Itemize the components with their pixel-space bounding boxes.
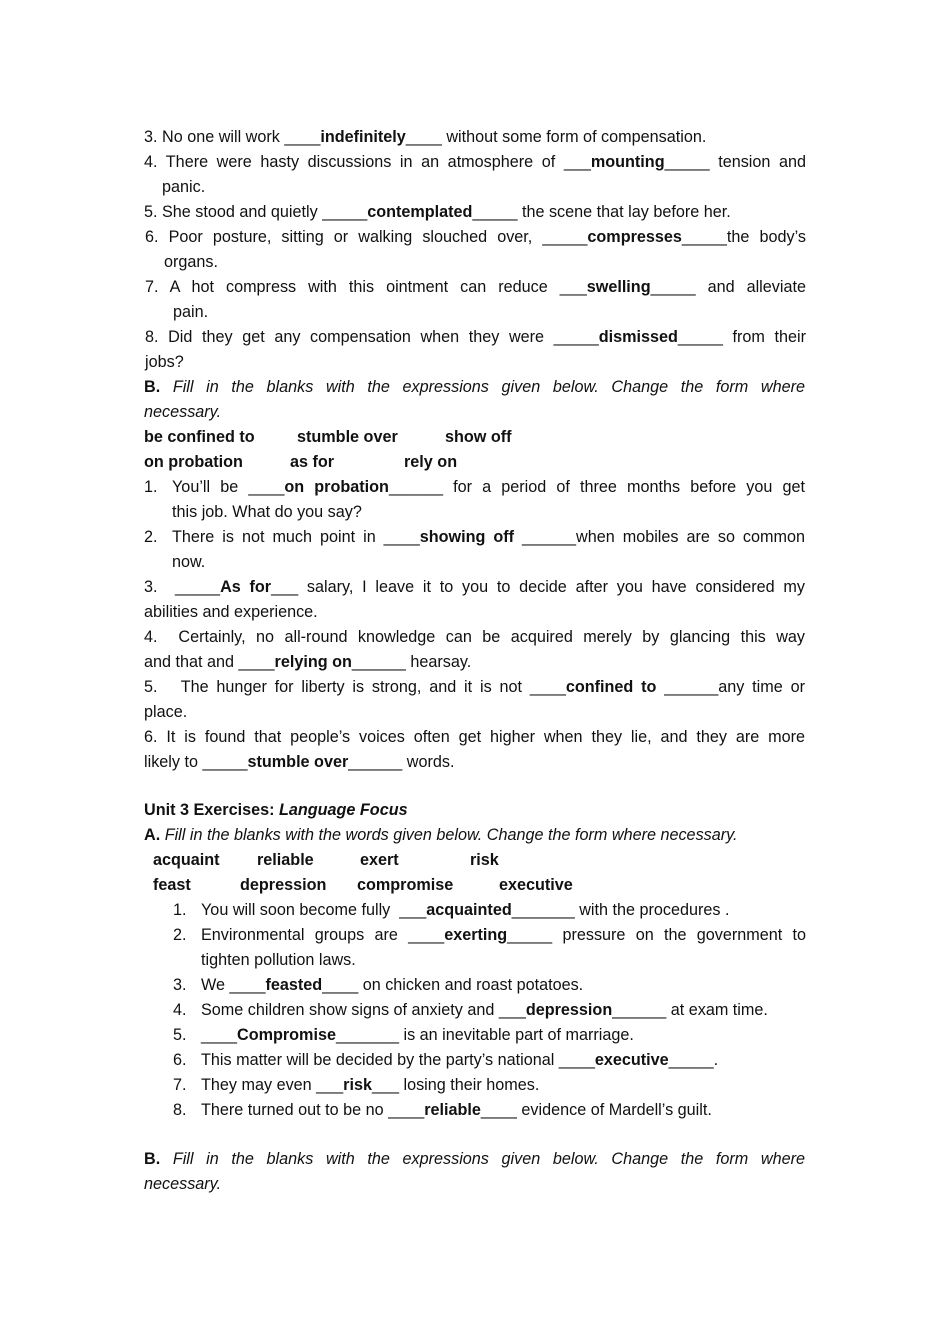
item-continuation: now. <box>172 553 206 571</box>
item-text: ______when mobiles are so common <box>514 528 806 546</box>
item-text: There turned out to be no ____ <box>201 1101 425 1119</box>
item-number: 5. <box>173 1026 187 1044</box>
item-text: ____ without some form of compensation. <box>405 128 707 146</box>
item-text: This matter will be decided by the party’s national ____ <box>201 1051 595 1069</box>
item-text: _____ the scene that lay before her. <box>472 203 731 221</box>
section-instruction <box>144 375 805 400</box>
exercise-item <box>201 898 730 923</box>
exercise-item <box>145 325 806 350</box>
instruction-text: Fill in the blanks with the expressions given below. Change the form where <box>172 1150 805 1168</box>
item-text: _____. <box>668 1051 719 1069</box>
exercise-item <box>144 125 706 150</box>
instruction-text: Fill in the blanks with the words given below. Change the form where necessary. <box>164 826 738 844</box>
item-text: ______ for a period of three months before you get <box>388 478 805 496</box>
word-bank-item: on probation <box>144 453 243 471</box>
item-text: ____ on chicken and roast potatoes. <box>322 976 584 994</box>
answer: contemplated <box>367 203 473 221</box>
word-bank-item: depression <box>240 876 327 894</box>
heading-italic-text: Language Focus <box>278 801 408 819</box>
exercise-item-line2 <box>144 750 454 775</box>
item-text: There is not much point in ____ <box>172 528 420 546</box>
item-text: ______ words. <box>348 753 455 771</box>
item-text: Certainly, no all-round knowledge can be acquired merely by glancing this way <box>157 628 805 646</box>
item-text: 5. She stood and quietly _____ <box>144 203 368 221</box>
item-text: 7. A hot compress with this ointment can reduce ___ <box>145 278 587 296</box>
item-text: We ____ <box>201 976 266 994</box>
word-bank-item: show off <box>445 428 512 446</box>
section-instruction <box>144 1147 805 1172</box>
exercise-item <box>172 525 805 550</box>
item-number: 4. <box>173 1001 187 1019</box>
answer: showing off <box>419 528 515 546</box>
item-text: _______ is an inevitable part of marriage. <box>335 1026 634 1044</box>
item-number: 5. <box>144 678 158 696</box>
exercise-item <box>172 475 805 500</box>
item-text: _____ tension and <box>664 153 806 171</box>
word-bank-item: risk <box>470 851 499 869</box>
section-label: B. <box>144 378 161 396</box>
section-instruction <box>144 823 738 848</box>
item-text: ___ losing their homes. <box>371 1076 540 1094</box>
exercise-item <box>144 575 805 600</box>
exercise-item <box>144 150 806 175</box>
item-continuation: jobs? <box>145 353 184 371</box>
item-continuation: abilities and experience. <box>144 603 318 621</box>
instruction-text: necessary. <box>144 1175 222 1193</box>
item-text: ______ at exam time. <box>612 1001 768 1019</box>
item-text: _____ and alleviate <box>650 278 806 296</box>
answer: dismissed <box>598 328 678 346</box>
exercise-item <box>201 1023 634 1048</box>
answer: compresses <box>587 228 682 246</box>
item-number: 3. <box>144 578 158 596</box>
word-bank-item: acquaint <box>153 851 220 869</box>
item-number: 2. <box>173 926 187 944</box>
answer: exerting <box>444 926 508 944</box>
item-text: You will soon become fully ___ <box>201 901 427 919</box>
word-bank-item: be confined to <box>144 428 255 446</box>
item-text: 4. There were hasty discussions in an atmosphere of ___ <box>144 153 591 171</box>
exercise-item <box>201 923 806 948</box>
item-text: _____ <box>157 578 221 596</box>
word-bank-item: compromise <box>357 876 454 894</box>
section-label: A. <box>144 826 161 844</box>
instruction-text: necessary. <box>144 403 222 421</box>
word-bank-item: reliable <box>257 851 314 869</box>
word-bank-item: as for <box>290 453 335 471</box>
item-text: ______ hearsay. <box>351 653 472 671</box>
item-text: It is found that people’s voices often get higher when they lie, and they are more <box>157 728 805 746</box>
exercise-item <box>145 275 806 300</box>
exercise-item <box>144 675 805 700</box>
answer: risk <box>343 1076 372 1094</box>
answer: depression <box>525 1001 613 1019</box>
item-text: ______any time or <box>656 678 805 696</box>
item-number: 2. <box>144 528 158 546</box>
item-number: 1. <box>173 901 187 919</box>
exercise-item <box>201 1073 539 1098</box>
word-bank-item: stumble over <box>297 428 398 446</box>
item-text: _______ with the procedures . <box>511 901 730 919</box>
item-text: Environmental groups are ____ <box>201 926 445 944</box>
item-text: Some children show signs of anxiety and ___ <box>201 1001 526 1019</box>
item-number: 6. <box>173 1051 187 1069</box>
answer: relying on <box>274 653 352 671</box>
answer: reliable <box>424 1101 481 1119</box>
item-text: _____ from their <box>677 328 806 346</box>
answer: on probation <box>284 478 389 496</box>
item-number: 3. <box>173 976 187 994</box>
item-continuation: panic. <box>162 178 206 196</box>
item-continuation: organs. <box>164 253 218 271</box>
item-text: and that and ____ <box>144 653 275 671</box>
item-continuation: tighten pollution laws. <box>201 951 356 969</box>
item-text: likely to _____ <box>144 753 248 771</box>
word-bank-item: executive <box>499 876 573 894</box>
item-text: The hunger for liberty is strong, and it is not ____ <box>157 678 566 696</box>
answer: swelling <box>586 278 651 296</box>
answer: mounting <box>590 153 665 171</box>
item-text: ____ <box>201 1026 238 1044</box>
item-number: 7. <box>173 1076 187 1094</box>
answer: stumble over <box>247 753 349 771</box>
heading-text: Unit 3 Exercises: <box>144 801 279 819</box>
item-text: They may even ___ <box>201 1076 344 1094</box>
item-text: 3. No one will work ____ <box>144 128 321 146</box>
item-continuation: pain. <box>173 303 209 321</box>
answer: confined to <box>565 678 657 696</box>
exercise-item <box>201 998 768 1023</box>
exercise-item <box>201 973 583 998</box>
item-number: 1. <box>144 478 158 496</box>
answer: indefinitely <box>320 128 406 146</box>
item-text: _____ pressure on the government to <box>507 926 806 944</box>
word-bank-item: rely on <box>404 453 458 471</box>
item-text: You’ll be ____ <box>172 478 285 496</box>
item-number: 6. <box>144 728 158 746</box>
unit-heading <box>144 798 408 823</box>
exercise-item <box>201 1098 712 1123</box>
answer: feasted <box>265 976 323 994</box>
exercise-item <box>201 1048 718 1073</box>
exercise-item <box>144 725 805 750</box>
item-text: ____ evidence of Mardell’s guilt. <box>480 1101 712 1119</box>
item-text: 6. Poor posture, sitting or walking slouched over, _____ <box>145 228 588 246</box>
answer: executive <box>594 1051 669 1069</box>
item-continuation: place. <box>144 703 188 721</box>
word-bank-item: feast <box>153 876 191 894</box>
exercise-item <box>144 625 805 650</box>
answer: acquainted <box>426 901 512 919</box>
section-label: B. <box>144 1150 161 1168</box>
instruction-text: Fill in the blanks with the expressions given below. Change the form where <box>172 378 805 396</box>
exercise-item <box>144 200 731 225</box>
exercise-item-line2 <box>144 650 471 675</box>
item-text: _____the body’s <box>681 228 807 246</box>
item-continuation: this job. What do you say? <box>172 503 362 521</box>
exercise-item <box>145 225 806 250</box>
item-number: 4. <box>144 628 158 646</box>
item-text: ___ salary, I leave it to you to decide after you have considered my <box>271 578 805 596</box>
answer: As for <box>220 578 272 596</box>
item-text: 8. Did they get any compensation when they were _____ <box>145 328 599 346</box>
answer: Compromise <box>237 1026 336 1044</box>
item-number: 8. <box>173 1101 187 1119</box>
word-bank-item: exert <box>360 851 399 869</box>
